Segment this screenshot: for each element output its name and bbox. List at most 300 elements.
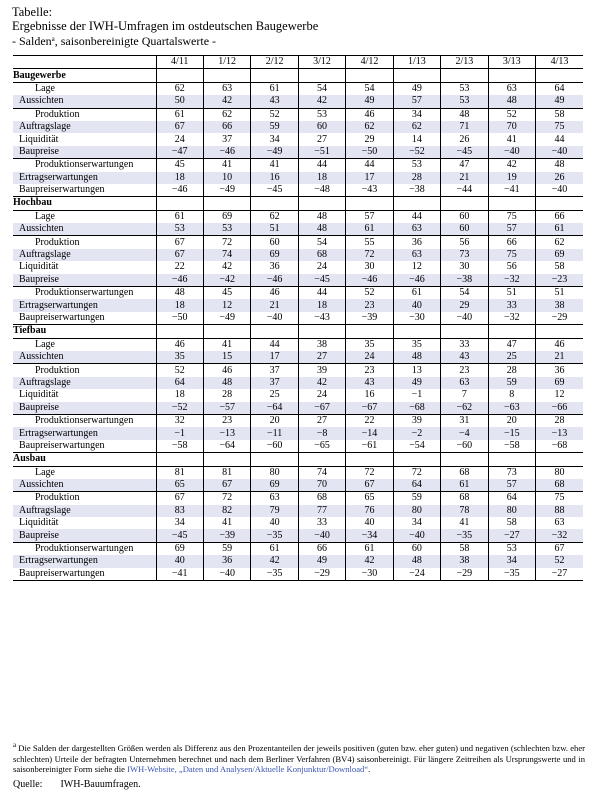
table-cell: 48 — [156, 287, 203, 300]
table-cell: 44 — [346, 159, 393, 172]
table-cell: 73 — [488, 466, 535, 479]
table-cell: −46 — [156, 274, 203, 287]
table-cell: 20 — [488, 414, 535, 427]
table-cell: 18 — [298, 299, 345, 311]
table-cell: 52 — [536, 555, 584, 567]
table-cell: −15 — [488, 427, 535, 439]
table-row — [13, 351, 583, 364]
row-label: Ertragserwartungen — [13, 555, 156, 567]
table-cell: −35 — [488, 568, 535, 581]
table-cell: 69 — [251, 479, 298, 492]
table-cell: −35 — [251, 529, 298, 542]
section-header-cell — [346, 453, 393, 466]
table-row — [13, 236, 583, 249]
source-label: Quelle: — [13, 779, 43, 790]
table-cell: 78 — [441, 505, 488, 517]
table-cell: −68 — [393, 402, 440, 415]
table-cell: 44 — [298, 159, 345, 172]
table-cell: 42 — [298, 377, 345, 389]
table-cell: 67 — [156, 121, 203, 133]
table-cell: 29 — [346, 133, 393, 145]
section-header-cell — [393, 453, 440, 466]
row-label: Baupreise — [13, 402, 156, 415]
section-header-cell — [441, 453, 488, 466]
table-row — [13, 338, 583, 351]
table-cell: 48 — [441, 108, 488, 121]
table-cell: 30 — [346, 261, 393, 273]
table-row — [13, 414, 583, 427]
table-cell: 51 — [251, 223, 298, 236]
survey-table — [13, 55, 583, 581]
row-label: Baupreiserwartungen — [13, 440, 156, 453]
table-cell: −40 — [488, 146, 535, 159]
table-cell: 68 — [298, 249, 345, 261]
table-cell: −62 — [441, 402, 488, 415]
table-cell: 41 — [488, 133, 535, 145]
table-cell: −45 — [251, 184, 298, 197]
table-cell: 54 — [441, 287, 488, 300]
table-cell: 36 — [393, 236, 440, 249]
table-cell: −66 — [536, 402, 584, 415]
table-cell: 64 — [488, 492, 535, 505]
table-cell: 81 — [156, 466, 203, 479]
section-header-cell — [203, 197, 250, 210]
table-cell: 25 — [488, 351, 535, 364]
row-label: Liquidität — [19, 517, 59, 529]
table-cell: 68 — [441, 492, 488, 505]
table-cell: −44 — [441, 184, 488, 197]
table-cell: 77 — [298, 505, 345, 517]
row-label: Produktionserwartungen — [35, 543, 134, 555]
table-cell: −67 — [298, 402, 345, 415]
table-cell: 75 — [536, 492, 584, 505]
table-cell: 44 — [298, 287, 345, 300]
table-cell: 42 — [203, 261, 250, 273]
table-cell: 51 — [488, 287, 535, 300]
table-row — [13, 440, 583, 453]
column-header: 1/12 — [203, 56, 250, 69]
table-row — [13, 542, 583, 555]
row-label: Produktion — [35, 492, 80, 504]
table-cell: 43 — [251, 95, 298, 108]
section-header-cell — [156, 453, 203, 466]
source-line — [13, 779, 141, 790]
table-cell: 50 — [156, 95, 203, 108]
table-cell: 48 — [298, 223, 345, 236]
table-cell: 46 — [251, 287, 298, 300]
row-label: Lage — [35, 210, 55, 222]
row-label: Produktion — [35, 364, 80, 376]
table-cell: 60 — [393, 542, 440, 555]
section-header-cell — [203, 453, 250, 466]
table-row — [13, 555, 583, 567]
subtitle-suffix: , saisonbereinigte Quartalswerte - — [54, 34, 217, 48]
row-label: Ertragserwartungen — [13, 299, 156, 311]
table-cell: 58 — [536, 108, 584, 121]
table-cell: −35 — [251, 568, 298, 581]
table-cell: −49 — [203, 184, 250, 197]
table-cell: 38 — [441, 555, 488, 567]
table-cell: −50 — [346, 146, 393, 159]
table-cell: 18 — [156, 299, 203, 311]
table-cell: 24 — [298, 261, 345, 273]
table-cell: 38 — [298, 338, 345, 351]
table-cell: 45 — [203, 287, 250, 300]
table-cell: −49 — [251, 146, 298, 159]
table-cell: −32 — [536, 529, 584, 542]
table-cell: 59 — [251, 121, 298, 133]
row-label: Auftragslage — [13, 377, 156, 389]
footnote — [13, 743, 585, 775]
table-cell: −46 — [251, 274, 298, 287]
row-label: Aussichten — [13, 479, 156, 492]
table-cell: −47 — [156, 146, 203, 159]
table-cell: 62 — [156, 82, 203, 95]
table-cell: −65 — [298, 440, 345, 453]
table-cell: 30 — [441, 261, 488, 273]
row-label: Baupreise — [13, 274, 156, 287]
table-cell: 49 — [393, 377, 440, 389]
table-title: Ergebnisse der IWH-Umfragen im ostdeutschen Baugewerbe — [12, 19, 319, 33]
section-header-cell — [346, 197, 393, 210]
table-cell: 41 — [203, 159, 250, 172]
table-cell: 23 — [203, 414, 250, 427]
table-cell: 36 — [536, 364, 584, 377]
row-label: Lage — [35, 82, 55, 94]
source-text: IWH-Bauumfragen. — [60, 779, 141, 790]
table-cell: 80 — [488, 505, 535, 517]
table-cell: 72 — [346, 466, 393, 479]
table-cell: 17 — [346, 172, 393, 184]
table-row — [13, 287, 583, 300]
table-cell: 33 — [298, 517, 345, 529]
table-cell: 23 — [346, 299, 393, 311]
row-label: Lage — [35, 466, 55, 478]
table-cell: 24 — [156, 133, 203, 145]
table-cell: 56 — [441, 236, 488, 249]
table-cell: 40 — [346, 517, 393, 529]
section-header-cell — [298, 325, 345, 338]
table-cell: 7 — [441, 389, 488, 401]
table-cell: −32 — [488, 312, 535, 325]
table-cell: −29 — [298, 568, 345, 581]
table-cell: −46 — [203, 146, 250, 159]
table-cell: 41 — [203, 517, 250, 529]
section-header-cell — [251, 325, 298, 338]
table-cell: 15 — [203, 351, 250, 364]
table-cell: 23 — [441, 364, 488, 377]
table-cell: 18 — [298, 172, 345, 184]
table-cell: 61 — [251, 542, 298, 555]
table-cell: 37 — [251, 364, 298, 377]
table-cell: 34 — [156, 517, 203, 529]
table-cell: −58 — [488, 440, 535, 453]
table-cell: 28 — [393, 172, 440, 184]
row-label: Aussichten — [13, 351, 156, 364]
table-cell: 33 — [488, 299, 535, 311]
table-row — [13, 466, 583, 479]
table-cell: 28 — [536, 414, 584, 427]
table-cell: 21 — [251, 299, 298, 311]
table-cell: 69 — [536, 249, 584, 261]
table-row — [13, 223, 583, 236]
table-cell: 63 — [251, 492, 298, 505]
table-cell: −30 — [346, 568, 393, 581]
table-cell: −42 — [203, 274, 250, 287]
table-cell: 88 — [536, 505, 584, 517]
table-cell: −40 — [203, 568, 250, 581]
table-cell: 71 — [441, 121, 488, 133]
table-cell: −50 — [156, 312, 203, 325]
table-row — [13, 184, 583, 197]
table-cell: 68 — [536, 479, 584, 492]
table-cell: 44 — [536, 133, 584, 145]
table-cell: 51 — [536, 287, 584, 300]
table-cell: 48 — [298, 210, 345, 223]
table-cell: 12 — [393, 261, 440, 273]
table-cell: −35 — [441, 529, 488, 542]
row-label: Aussichten — [13, 223, 156, 236]
table-cell: 48 — [393, 555, 440, 567]
table-row — [13, 377, 583, 389]
table-cell: 17 — [251, 351, 298, 364]
table-cell: 70 — [298, 479, 345, 492]
table-cell: −68 — [536, 440, 584, 453]
row-label: Produktionserwartungen — [35, 159, 134, 171]
table-cell: 54 — [298, 82, 345, 95]
table-cell: 75 — [488, 210, 535, 223]
table-cell: 60 — [298, 121, 345, 133]
table-row — [13, 159, 583, 172]
table-cell: 74 — [203, 249, 250, 261]
table-cell: 69 — [156, 542, 203, 555]
row-label: Produktion — [35, 108, 80, 120]
section-header-cell — [536, 197, 584, 210]
table-cell: 53 — [203, 223, 250, 236]
table-cell: −46 — [156, 184, 203, 197]
table-cell: −39 — [203, 529, 250, 542]
table-cell: −29 — [536, 312, 584, 325]
section-header-cell — [346, 325, 393, 338]
table-row — [13, 402, 583, 415]
table-row — [13, 312, 583, 325]
table-cell: 35 — [393, 338, 440, 351]
table-cell: 32 — [156, 414, 203, 427]
table-cell: 34 — [393, 517, 440, 529]
row-label: Liquidität — [19, 133, 59, 145]
table-row — [13, 82, 583, 95]
column-header: 4/12 — [346, 56, 393, 69]
table-cell: −45 — [156, 529, 203, 542]
section-header-cell — [298, 453, 345, 466]
table-cell: 13 — [393, 364, 440, 377]
table-cell: −4 — [441, 427, 488, 439]
table-cell: 46 — [203, 364, 250, 377]
table-cell: 14 — [393, 133, 440, 145]
table-cell: −64 — [251, 402, 298, 415]
column-header-row — [13, 56, 583, 69]
table-cell: 27 — [298, 414, 345, 427]
table-row — [13, 427, 583, 439]
table-cell: 61 — [441, 479, 488, 492]
table-row — [13, 172, 583, 184]
row-label: Auftragslage — [13, 249, 156, 261]
section-header-cell — [156, 69, 203, 82]
table-cell: 83 — [156, 505, 203, 517]
table-row — [13, 146, 583, 159]
row-label: Produktionserwartungen — [35, 287, 134, 299]
table-cell: 48 — [488, 95, 535, 108]
table-cell: 64 — [536, 82, 584, 95]
table-cell: 54 — [298, 236, 345, 249]
table-cell: 16 — [346, 389, 393, 401]
table-cell: 61 — [346, 223, 393, 236]
table-cell: −40 — [441, 312, 488, 325]
table-row — [13, 364, 583, 377]
table-cell: −1 — [393, 389, 440, 401]
survey-table-body — [13, 56, 583, 581]
row-label: Baupreiserwartungen — [13, 568, 156, 581]
table-row — [13, 121, 583, 133]
iwh-website-link[interactable]: IWH-Website, „Daten und Analysen/Aktuelle Konjunktur/Download“ — [127, 764, 369, 774]
footnote-mark: a — [13, 741, 17, 749]
table-cell: 36 — [203, 555, 250, 567]
table-cell: −58 — [156, 440, 203, 453]
table-row — [13, 479, 583, 492]
table-cell: 34 — [488, 555, 535, 567]
table-cell: 29 — [441, 299, 488, 311]
table-cell: 81 — [203, 466, 250, 479]
table-cell: 76 — [346, 505, 393, 517]
table-cell: 70 — [488, 121, 535, 133]
table-cell: 67 — [346, 479, 393, 492]
table-cell: −14 — [346, 427, 393, 439]
table-cell: 16 — [251, 172, 298, 184]
table-cell: −52 — [156, 402, 203, 415]
table-cell: 40 — [156, 555, 203, 567]
table-cell: 67 — [536, 542, 584, 555]
table-row — [13, 133, 583, 145]
row-label: Lage — [35, 338, 55, 350]
table-cell: 57 — [346, 210, 393, 223]
section-header-cell — [441, 325, 488, 338]
table-cell: 12 — [203, 299, 250, 311]
table-cell: −39 — [346, 312, 393, 325]
table-cell: 63 — [536, 517, 584, 529]
table-cell: −40 — [536, 184, 584, 197]
table-cell: −46 — [346, 274, 393, 287]
table-cell: −49 — [203, 312, 250, 325]
table-cell: 62 — [203, 108, 250, 121]
table-cell: 40 — [251, 517, 298, 529]
table-cell: 48 — [203, 377, 250, 389]
table-cell: 69 — [203, 210, 250, 223]
table-cell: 49 — [536, 95, 584, 108]
table-cell: −43 — [346, 184, 393, 197]
table-cell: −34 — [346, 529, 393, 542]
table-cell: 64 — [156, 377, 203, 389]
section-header-cell — [536, 325, 584, 338]
table-cell: 66 — [488, 236, 535, 249]
table-cell: −67 — [346, 402, 393, 415]
section-header-cell — [488, 325, 535, 338]
table-cell: 20 — [251, 414, 298, 427]
table-cell: −23 — [536, 274, 584, 287]
footnote-end: . — [368, 764, 371, 774]
section-header-cell — [536, 69, 584, 82]
table-cell: 24 — [346, 351, 393, 364]
table-cell: 48 — [393, 351, 440, 364]
table-cell: 39 — [298, 364, 345, 377]
table-cell: −48 — [298, 184, 345, 197]
table-cell: 63 — [393, 249, 440, 261]
table-cell: −45 — [298, 274, 345, 287]
table-cell: 22 — [346, 414, 393, 427]
table-cell: 19 — [488, 172, 535, 184]
table-cell: 35 — [346, 338, 393, 351]
row-label: Produktion — [35, 236, 80, 248]
table-cell: 62 — [251, 210, 298, 223]
column-header: 2/12 — [251, 56, 298, 69]
row-label: Baupreise — [13, 146, 156, 159]
table-cell: 21 — [536, 351, 584, 364]
column-header: 4/13 — [536, 56, 584, 69]
table-cell: 62 — [536, 236, 584, 249]
table-cell: 53 — [441, 82, 488, 95]
table-cell: 37 — [203, 133, 250, 145]
table-cell: 26 — [536, 172, 584, 184]
section-header-cell — [203, 69, 250, 82]
table-cell: −46 — [393, 274, 440, 287]
table-cell: −40 — [251, 312, 298, 325]
table-cell: 62 — [346, 121, 393, 133]
table-cell: 35 — [156, 351, 203, 364]
row-label: Ertragserwartungen — [13, 172, 156, 184]
table-cell: 58 — [441, 542, 488, 555]
section-header-cell — [156, 197, 203, 210]
table-cell: 52 — [346, 287, 393, 300]
table-subtitle — [12, 34, 216, 48]
table-cell: 54 — [346, 82, 393, 95]
column-header: 2/13 — [441, 56, 488, 69]
table-row — [13, 492, 583, 505]
column-header: 3/12 — [298, 56, 345, 69]
table-cell: 28 — [488, 364, 535, 377]
table-row — [13, 274, 583, 287]
section-header-cell — [393, 69, 440, 82]
table-cell: −41 — [156, 568, 203, 581]
table-cell: −13 — [203, 427, 250, 439]
table-cell: 53 — [298, 108, 345, 121]
section-header-cell — [346, 69, 393, 82]
table-cell: 58 — [536, 261, 584, 273]
table-cell: 59 — [203, 542, 250, 555]
section-header-cell — [251, 197, 298, 210]
row-label: Ertragserwartungen — [13, 427, 156, 439]
section-header-cell — [488, 453, 535, 466]
table-cell: 34 — [251, 133, 298, 145]
table-cell: 46 — [346, 108, 393, 121]
table-cell: 49 — [298, 555, 345, 567]
table-cell: 46 — [156, 338, 203, 351]
row-label: Liquidität — [19, 389, 59, 401]
table-cell: −27 — [536, 568, 584, 581]
section-header-cell — [393, 325, 440, 338]
table-cell: −13 — [536, 427, 584, 439]
table-cell: −24 — [393, 568, 440, 581]
table-cell: 48 — [536, 159, 584, 172]
table-cell: 26 — [441, 133, 488, 145]
